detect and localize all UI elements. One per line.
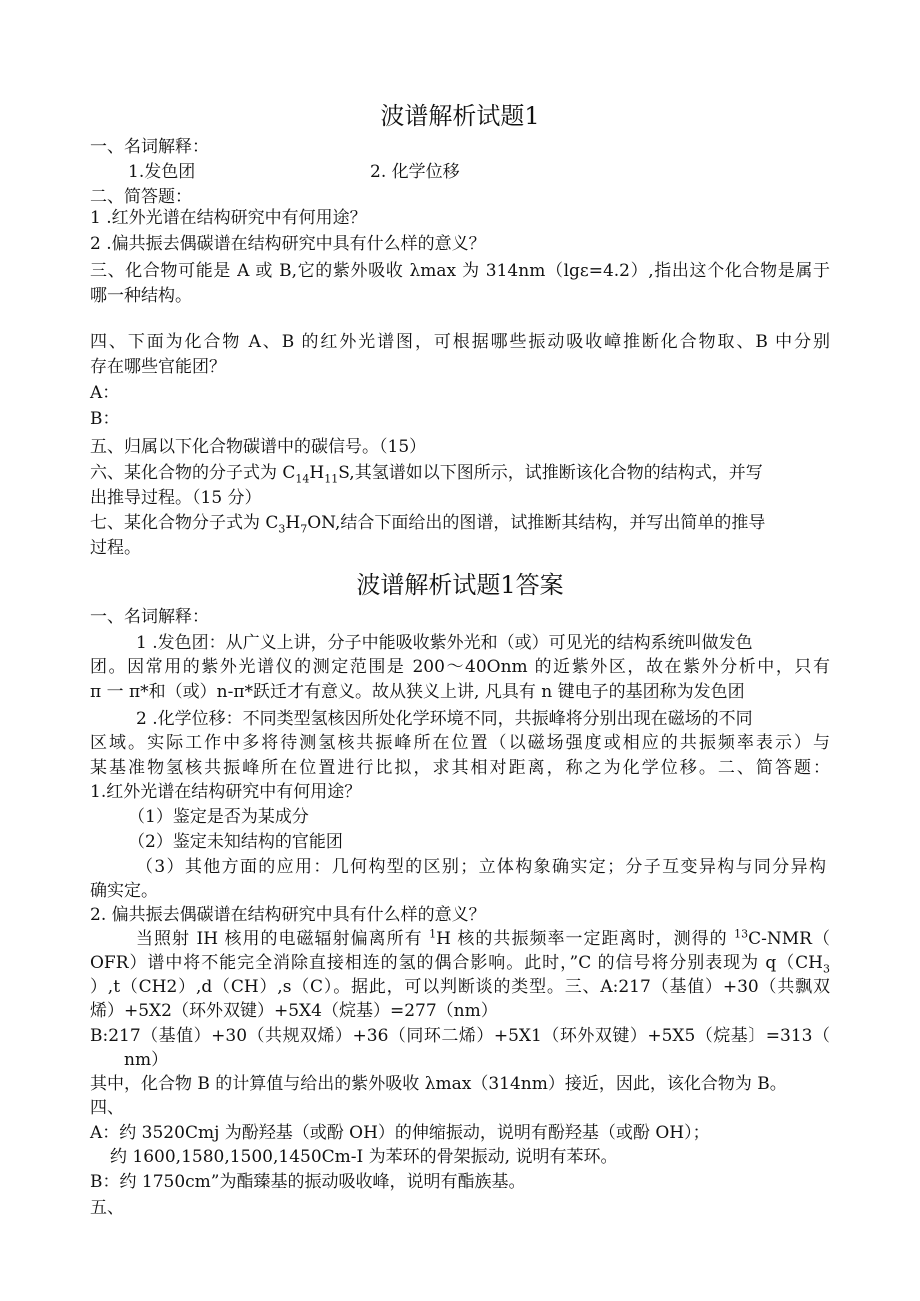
a3-b-line-2: nm） (124, 1050, 169, 1070)
q6-subscript-c: 14 (295, 472, 310, 486)
a2-q1-item-2: （2）鉴定未知结构的官能团 (128, 832, 343, 852)
a1-header: 一、名词解释： (90, 607, 209, 627)
q4-a-label: A： (90, 383, 120, 403)
q6-text-h: H (309, 463, 325, 483)
q6-line-2: 出推导过程。（15 分） (90, 488, 262, 508)
answers-title: 波谱解析试题1答案 (356, 571, 564, 599)
a2-q1-item-1: （1）鉴定是否为某成分 (128, 807, 309, 827)
q6-subscript-h: 11 (324, 472, 339, 486)
a2-q2-line-2 (90, 951, 830, 975)
q4-b-label: B： (90, 409, 120, 429)
a2-q2-line-1 (136, 927, 830, 951)
a4-a-line-1: A：约 3520Cmj 为酚羟基（或酚 OH）的伸缩振动，说明有酚羟基（或酚 OH）； (90, 1123, 710, 1143)
q7-line-2: 过程。 (90, 538, 141, 558)
q2-header: 二、简答题： (90, 187, 192, 207)
q2-item-1: 1 .红外光谱在结构研究中有何用途？ (90, 208, 367, 228)
q2-item-2: 2 .偏共振去偶碳谱在结构研究中具有什么样的意义？ (90, 234, 486, 254)
a2-q2: 2. 偏共振去偶碳谱在结构研究中具有什么样的意义？ (90, 905, 486, 925)
q3-line-2: 哪一种结构。 (90, 286, 192, 306)
a2-q2-line-3: ）,t（CH2）,d（CH）,s（C）。据此，可以判断谈的类型。三、A:217（基值）+30（共飘双 (90, 977, 830, 997)
q1-item-2: 2. 化学位移 (370, 162, 460, 182)
a4-header: 四、 (90, 1098, 124, 1118)
a4-a-line-2: 约 1600,1580,1500,1450Cm-I 为苯环的骨架振动, 说明有苯环。 (110, 1147, 618, 1167)
q6-text-b: S,其氢谱如以下图所示，试推断该化合物的结构式，并写 (338, 463, 763, 483)
q3-line-1: 三、化合物可能是 A 或 B,它的紫外吸收 λmax 为 314nm（lgε=4.2）,指出这个化合物是属于 (90, 261, 830, 281)
q7-subscript-h: 7 (300, 522, 308, 536)
a1-1-line-1: 1 .发色团：从广义上讲，分子中能吸收紫外光和（或）可见光的结构系统叫做发色 (136, 633, 753, 653)
q1-item-1: 1.发色团 (128, 162, 196, 182)
a2-q2-l1-sup-1: 1 (429, 927, 437, 941)
a2-q1-item-3-line-1: （3）其他方面的应用：几何构型的区别；立体构象确实定；分子互变异构与同分异构 (136, 857, 826, 877)
a2-q1: 1.红外光谱在结构研究中有何用途？ (90, 782, 362, 802)
a2-q2-l2-sub: 3 (823, 962, 830, 976)
q1-header: 一、名词解释： (90, 137, 209, 157)
q7-text-h: H (285, 513, 301, 533)
a2-q2-l1-sup-13: 13 (734, 927, 749, 941)
a2-q2-l1-text-a: 当照射 IH 核用的电磁辐射偏离所有 (136, 929, 430, 949)
a1-2-line-2: 区域。实际工作中多将待测氢核共振峰所在位置（以磁场强度或相应的共振频率表示）与 (90, 733, 830, 753)
q7-text-b: ON,结合下面给出的图谱，试推断其结构，并写出简单的推导 (307, 513, 766, 533)
a4-b-line: B：约 1750cm”为酯臻基的振动吸收峰，说明有酯族基。 (90, 1172, 526, 1192)
a3-conclusion: 其中，化合物 B 的计算值与给出的紫外吸收 λmax（314nm）接近，因此，该化合物为 B。 (90, 1074, 787, 1094)
a1-2-line-1: 2 .化学位移：不同类型氢核因所处化学环境不同，共振峰将分别出现在磁场的不同 (136, 709, 753, 729)
q4-line-1: 四、下面为化合物 A、B 的红外光谱图，可根据哪些振动吸收嶂推断化合物取、B 中分别 (90, 332, 830, 352)
a1-1-line-2: 团。因常用的紫外光谱仪的测定范围是 200～40Onm 的近紫外区，故在紫外分析中，只有 (90, 657, 830, 677)
exam-title: 波谱解析试题1 (380, 102, 540, 130)
a2-q2-l2-text: OFR）谱中将不能完全消除直接相连的氢的偶合影响。此时，”C 的信号将分别表现为 q（CH (90, 953, 823, 973)
a3-line-2: 烯）+5X2（环外双键）+5X4（烷基）=277（nm） (90, 1001, 498, 1021)
q6-text-a: 六、某化合物的分子式为 C (90, 463, 296, 483)
q7-line-1 (90, 511, 830, 535)
a2-q2-l1-text-c: C-NMR（ (748, 929, 830, 949)
q7-text-a: 七、某化合物分子式为 C (90, 513, 279, 533)
a1-2-line-3: 某基准物氢核共振峰所在位置进行比拟，求其相对距离，称之为化学位移。二、简答题： (90, 758, 830, 778)
a3-b-line-1: B:217（基值）+30（共规双烯）+36（同环二烯）+5X1（环外双键）+5X5（烷基〕=313（ (90, 1026, 830, 1046)
q6-line-1 (90, 461, 830, 485)
a5-header: 五、 (90, 1198, 124, 1218)
q7-subscript-c: 3 (278, 522, 286, 536)
q5-line: 五、归属以下化合物碳谱中的碳信号。（15） (90, 437, 427, 457)
a2-q2-l1-text-b: H 核的共振频率一定距离时，测得的 (436, 929, 735, 949)
a2-q1-item-3-line-2: 确实定。 (90, 881, 158, 901)
q4-line-2: 存在哪些官能团？ (90, 357, 226, 377)
a1-1-line-3: π 一 π*和（或）n-π*跃迁才有意义。故从狭义上讲, 凡具有 n 键电子的基团称为发色团 (90, 682, 745, 702)
